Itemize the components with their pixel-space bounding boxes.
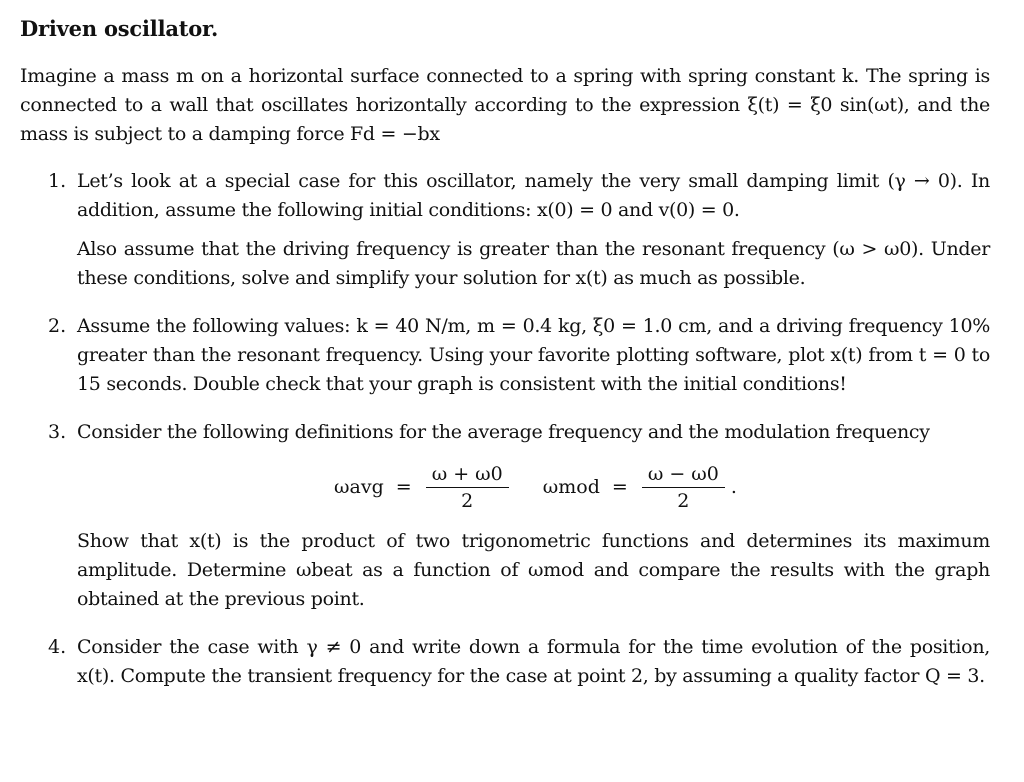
question-2-text: Assume the following values: k = 40 N/m, m = 0.4 kg, ξ0 = 1.0 cm, and a driving frequency 10% greater than the resonant frequency. Using your favorite plotting software, plot x(t) from t = 0 to 15 seconds. Double check that your graph is consistent with the initial conditions! <box>77 315 990 395</box>
omega-avg-fraction <box>426 463 509 512</box>
omega-avg-symbol: ωavg <box>334 476 384 498</box>
omega-avg-denominator: 2 <box>461 489 474 512</box>
intro-paragraph: Imagine a mass m on a horizontal surface connected to a spring with spring constant k. The spring is connected to a wall that oscillates horizontally according to the expression ξ(t) = ξ0 sin(ωt), and the mass is subject to a damping force Fd = −bx <box>20 65 990 145</box>
question-3-followup: Show that x(t) is the product of two trigonometric functions and determines its maximum amplitude. Determine ωbeat as a function of ωmod and compare the results with the graph obtained at the previous point. <box>77 530 990 610</box>
equals-sign: = <box>611 476 628 498</box>
omega-avg-numerator: ω + ω0 <box>426 463 509 488</box>
question-number: 3. <box>48 421 67 443</box>
document-title: Driven oscillator. <box>20 16 219 41</box>
question-2 <box>20 312 990 399</box>
omega-mod-denominator: 2 <box>677 489 690 512</box>
question-4 <box>20 633 990 691</box>
question-3-text: Consider the following definitions for the average frequency and the modulation frequency <box>77 421 930 443</box>
omega-mod-fraction <box>642 463 725 512</box>
question-4-text: Consider the case with γ ≠ 0 and write down a formula for the time evolution of the position, x(t). Compute the transient frequency for the case at point 2, by assuming a quality factor Q = 3. <box>77 636 990 687</box>
question-number: 1. <box>48 170 67 192</box>
question-1-text: Let’s look at a special case for this oscillator, namely the very small damping limit (γ → 0). In addition, assume the following initial conditions: x(0) = 0 and v(0) = 0. <box>77 170 990 221</box>
question-3 <box>20 418 990 614</box>
question-number: 2. <box>48 315 67 337</box>
equals-sign: = <box>395 476 412 498</box>
question-list <box>20 167 990 691</box>
question-1 <box>20 167 990 293</box>
question-1-followup: Also assume that the driving frequency is greater than the resonant frequency (ω > ω0). Under these conditions, solve and simplify your solution for x(t) as much as possible. <box>77 238 990 289</box>
omega-mod-symbol: ωmod <box>542 476 600 498</box>
frequency-definitions-equation <box>77 459 990 515</box>
omega-mod-numerator: ω − ω0 <box>642 463 725 488</box>
question-number: 4. <box>48 636 67 658</box>
equation-period: . <box>730 476 737 498</box>
document-page <box>20 10 990 710</box>
